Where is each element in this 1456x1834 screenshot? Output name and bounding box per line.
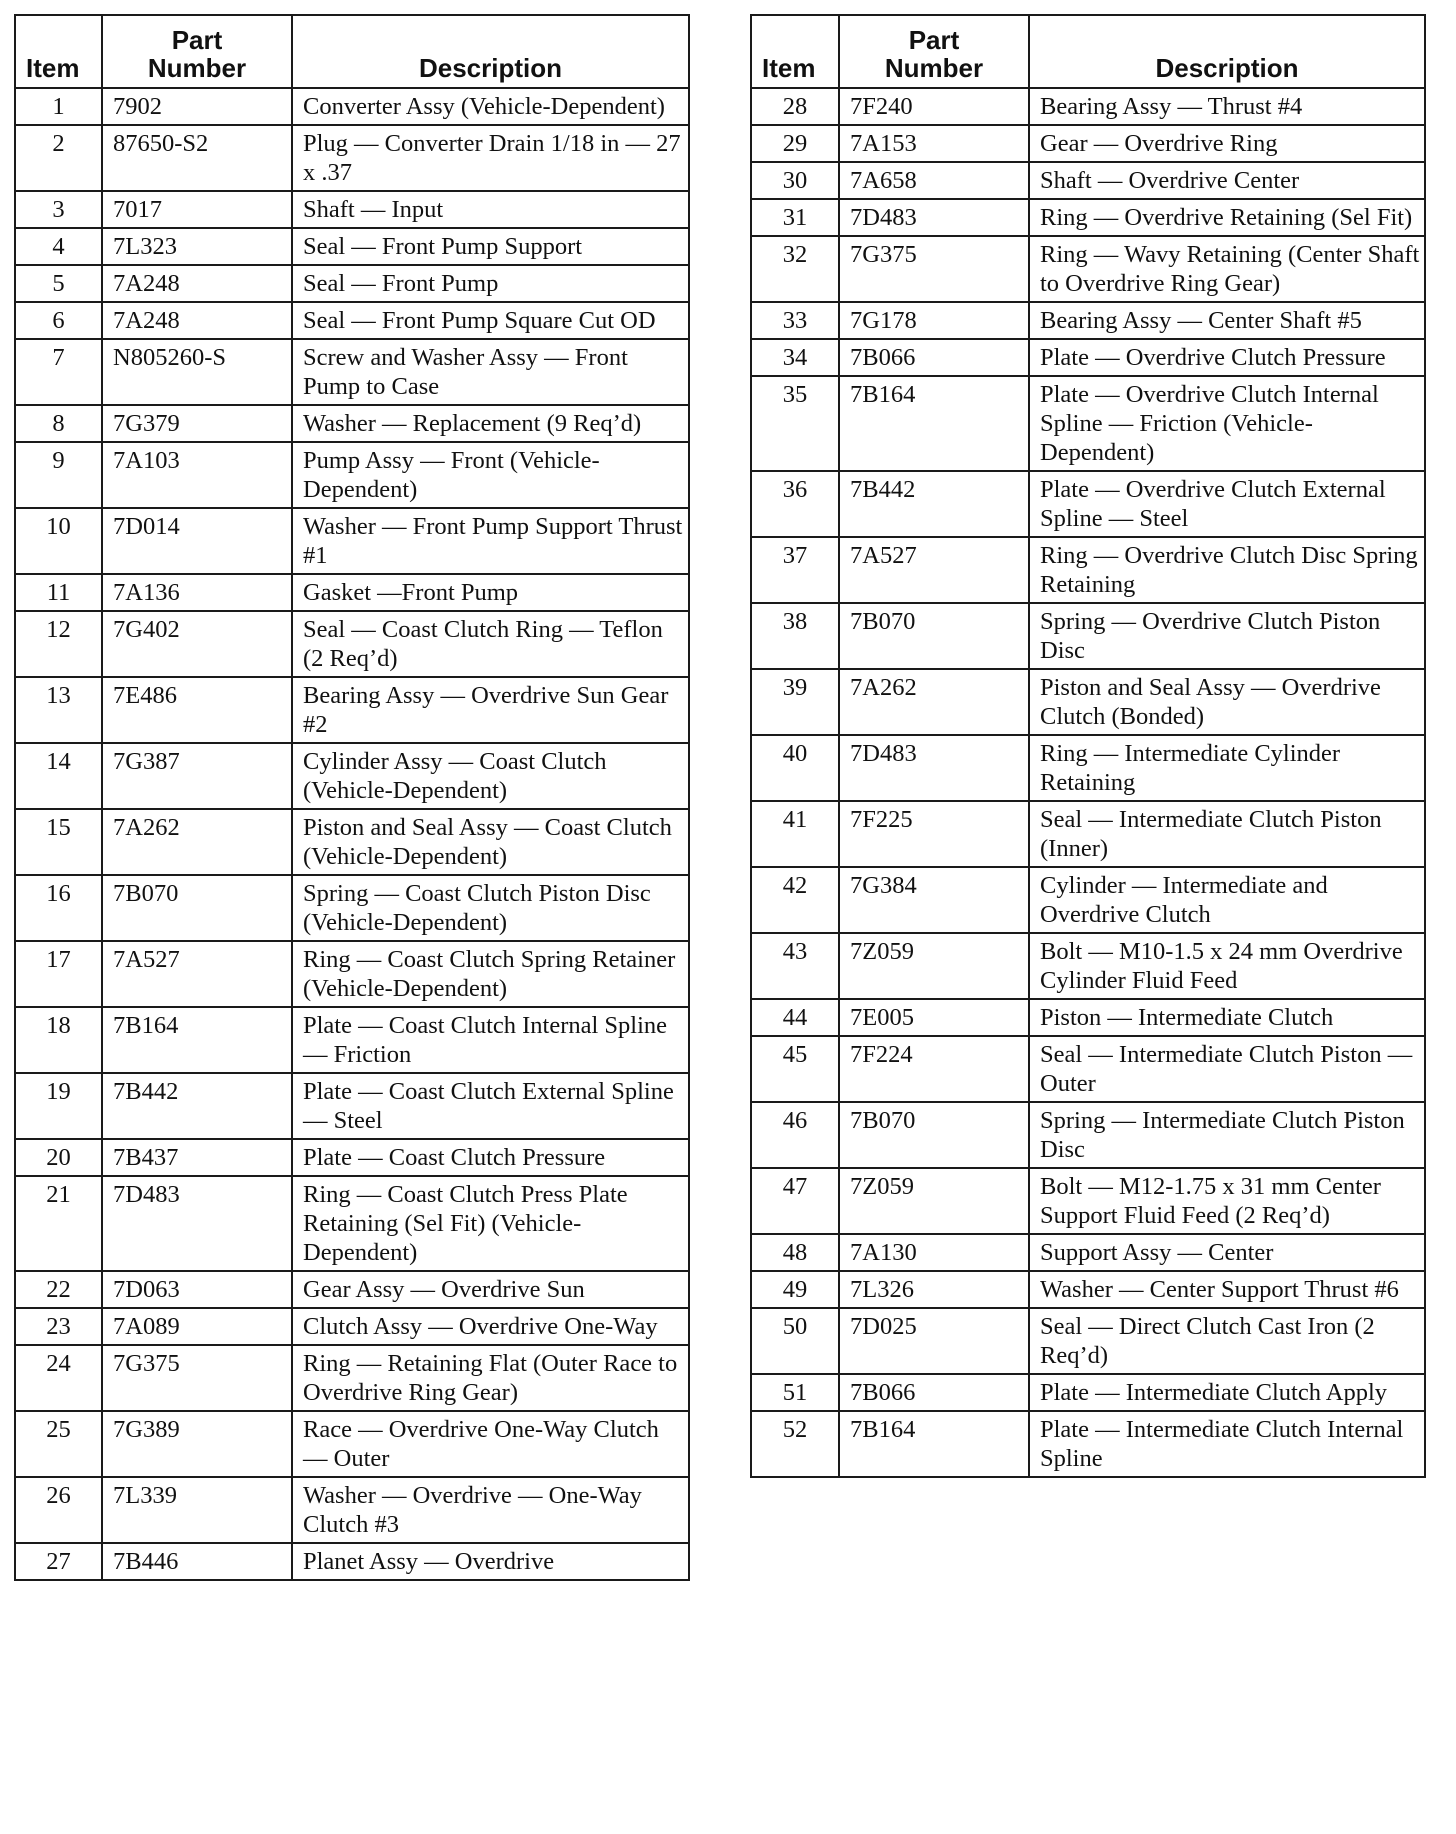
- header-item: Item: [15, 15, 102, 88]
- header-description: Description: [1029, 15, 1425, 88]
- item-number-cell: 22: [15, 1271, 102, 1308]
- description-cell: Gasket —Front Pump: [292, 574, 689, 611]
- table-row: [751, 537, 1425, 603]
- table-row: [751, 1234, 1425, 1271]
- part-number-cell: 7E486: [102, 677, 292, 743]
- table-row: [751, 669, 1425, 735]
- table-row: [751, 471, 1425, 537]
- part-number-cell: 7A262: [102, 809, 292, 875]
- part-number-cell: 7A153: [839, 125, 1029, 162]
- item-number-cell: 17: [15, 941, 102, 1007]
- item-number-cell: 27: [15, 1543, 102, 1580]
- table-row: [751, 236, 1425, 302]
- item-number-cell: 49: [751, 1271, 839, 1308]
- description-cell: Piston and Seal Assy — Coast Clutch (Vehicle-Dependent): [292, 809, 689, 875]
- item-number-cell: 46: [751, 1102, 839, 1168]
- description-cell: Plate — Intermediate Clutch Apply: [1029, 1374, 1425, 1411]
- table-row: [15, 743, 689, 809]
- table-row: [15, 611, 689, 677]
- part-number-cell: 7B446: [102, 1543, 292, 1580]
- item-number-cell: 11: [15, 574, 102, 611]
- item-number-cell: 4: [15, 228, 102, 265]
- description-cell: Gear Assy — Overdrive Sun: [292, 1271, 689, 1308]
- table-row: [15, 125, 689, 191]
- table-row: [15, 1139, 689, 1176]
- part-number-cell: 7D025: [839, 1308, 1029, 1374]
- description-cell: Pump Assy — Front (Vehicle-Dependent): [292, 442, 689, 508]
- part-number-cell: 7A527: [839, 537, 1029, 603]
- description-cell: Ring — Wavy Retaining (Center Shaft to Overdrive Ring Gear): [1029, 236, 1425, 302]
- description-cell: Plate — Overdrive Clutch External Spline — Steel: [1029, 471, 1425, 537]
- table-row: [15, 1271, 689, 1308]
- table-row: [751, 1411, 1425, 1477]
- table-row: [751, 1374, 1425, 1411]
- item-number-cell: 10: [15, 508, 102, 574]
- item-number-cell: 45: [751, 1036, 839, 1102]
- description-cell: Cylinder — Intermediate and Overdrive Clutch: [1029, 867, 1425, 933]
- table-header-row: [15, 15, 689, 88]
- description-cell: Plate — Overdrive Clutch Pressure: [1029, 339, 1425, 376]
- part-number-cell: 7Z059: [839, 1168, 1029, 1234]
- description-cell: Washer — Overdrive — One-Way Clutch #3: [292, 1477, 689, 1543]
- table-row: [15, 1345, 689, 1411]
- description-cell: Bolt — M10-1.5 x 24 mm Overdrive Cylinder Fluid Feed: [1029, 933, 1425, 999]
- item-number-cell: 6: [15, 302, 102, 339]
- header-description: Description: [292, 15, 689, 88]
- part-number-cell: 87650-S2: [102, 125, 292, 191]
- description-cell: Ring — Coast Clutch Press Plate Retaining (Sel Fit) (Vehicle-Dependent): [292, 1176, 689, 1271]
- table-row: [15, 1073, 689, 1139]
- table-row: [751, 302, 1425, 339]
- description-cell: Seal — Intermediate Clutch Piston — Outer: [1029, 1036, 1425, 1102]
- part-number-cell: 7L323: [102, 228, 292, 265]
- description-cell: Seal — Intermediate Clutch Piston (Inner): [1029, 801, 1425, 867]
- description-cell: Ring — Coast Clutch Spring Retainer (Vehicle-Dependent): [292, 941, 689, 1007]
- description-cell: Seal — Coast Clutch Ring — Teflon (2 Req’d): [292, 611, 689, 677]
- item-number-cell: 15: [15, 809, 102, 875]
- description-cell: Washer — Front Pump Support Thrust #1: [292, 508, 689, 574]
- item-number-cell: 21: [15, 1176, 102, 1271]
- part-number-cell: 7B066: [839, 1374, 1029, 1411]
- item-number-cell: 40: [751, 735, 839, 801]
- item-number-cell: 29: [751, 125, 839, 162]
- item-number-cell: 28: [751, 88, 839, 125]
- part-number-cell: 7L339: [102, 1477, 292, 1543]
- part-number-cell: 7017: [102, 191, 292, 228]
- part-number-cell: 7902: [102, 88, 292, 125]
- table-row: [15, 265, 689, 302]
- description-cell: Converter Assy (Vehicle-Dependent): [292, 88, 689, 125]
- item-number-cell: 32: [751, 236, 839, 302]
- description-cell: Planet Assy — Overdrive: [292, 1543, 689, 1580]
- header-item: Item: [751, 15, 839, 88]
- table-row: [751, 867, 1425, 933]
- table-row: [15, 809, 689, 875]
- item-number-cell: 48: [751, 1234, 839, 1271]
- part-number-cell: 7B164: [102, 1007, 292, 1073]
- description-cell: Shaft — Overdrive Center: [1029, 162, 1425, 199]
- table-row: [15, 677, 689, 743]
- table-row: [15, 405, 689, 442]
- description-cell: Bolt — M12-1.75 x 31 mm Center Support Fluid Feed (2 Req’d): [1029, 1168, 1425, 1234]
- item-number-cell: 5: [15, 265, 102, 302]
- table-row: [751, 376, 1425, 471]
- description-cell: Ring — Overdrive Retaining (Sel Fit): [1029, 199, 1425, 236]
- part-number-cell: 7E005: [839, 999, 1029, 1036]
- part-number-cell: 7G375: [102, 1345, 292, 1411]
- part-number-cell: 7B164: [839, 1411, 1029, 1477]
- table-row: [15, 574, 689, 611]
- table-row: [15, 442, 689, 508]
- table-row: [15, 228, 689, 265]
- part-number-cell: 7A248: [102, 265, 292, 302]
- description-cell: Ring — Overdrive Clutch Disc Spring Retaining: [1029, 537, 1425, 603]
- table-row: [751, 125, 1425, 162]
- header-part-line2: Number: [147, 53, 247, 83]
- table-row: [751, 801, 1425, 867]
- description-cell: Race — Overdrive One-Way Clutch — Outer: [292, 1411, 689, 1477]
- table-row: [751, 199, 1425, 236]
- item-number-cell: 23: [15, 1308, 102, 1345]
- table-row: [15, 1411, 689, 1477]
- description-cell: Seal — Front Pump Square Cut OD: [292, 302, 689, 339]
- item-number-cell: 43: [751, 933, 839, 999]
- table-row: [751, 999, 1425, 1036]
- part-number-cell: 7G375: [839, 236, 1029, 302]
- part-number-cell: 7G387: [102, 743, 292, 809]
- description-cell: Plate — Coast Clutch Internal Spline — Friction: [292, 1007, 689, 1073]
- item-number-cell: 30: [751, 162, 839, 199]
- part-number-cell: 7B070: [839, 603, 1029, 669]
- table-row: [15, 1477, 689, 1543]
- part-number-cell: 7A103: [102, 442, 292, 508]
- description-cell: Bearing Assy — Thrust #4: [1029, 88, 1425, 125]
- description-cell: Plug — Converter Drain 1/18 in — 27 x .37: [292, 125, 689, 191]
- part-number-cell: 7F224: [839, 1036, 1029, 1102]
- item-number-cell: 47: [751, 1168, 839, 1234]
- description-cell: Seal — Front Pump Support: [292, 228, 689, 265]
- item-number-cell: 9: [15, 442, 102, 508]
- parts-table-right-body: [751, 88, 1425, 1477]
- item-number-cell: 14: [15, 743, 102, 809]
- table-row: [15, 1308, 689, 1345]
- part-number-cell: 7B066: [839, 339, 1029, 376]
- item-number-cell: 41: [751, 801, 839, 867]
- item-number-cell: 42: [751, 867, 839, 933]
- description-cell: Bearing Assy — Center Shaft #5: [1029, 302, 1425, 339]
- table-row: [751, 1308, 1425, 1374]
- part-number-cell: 7G379: [102, 405, 292, 442]
- part-number-cell: 7B442: [102, 1073, 292, 1139]
- item-number-cell: 34: [751, 339, 839, 376]
- description-cell: Spring — Overdrive Clutch Piston Disc: [1029, 603, 1425, 669]
- item-number-cell: 39: [751, 669, 839, 735]
- item-number-cell: 25: [15, 1411, 102, 1477]
- description-cell: Seal — Front Pump: [292, 265, 689, 302]
- table-row: [751, 1102, 1425, 1168]
- table-row: [751, 933, 1425, 999]
- item-number-cell: 31: [751, 199, 839, 236]
- table-row: [751, 162, 1425, 199]
- description-cell: Spring — Coast Clutch Piston Disc (Vehicle-Dependent): [292, 875, 689, 941]
- description-cell: Plate — Overdrive Clutch Internal Spline — Friction (Vehicle-Dependent): [1029, 376, 1425, 471]
- header-part-line1: Part: [908, 25, 960, 55]
- part-number-cell: 7B164: [839, 376, 1029, 471]
- table-row: [15, 339, 689, 405]
- part-number-cell: 7G384: [839, 867, 1029, 933]
- description-cell: Bearing Assy — Overdrive Sun Gear #2: [292, 677, 689, 743]
- part-number-cell: 7Z059: [839, 933, 1029, 999]
- part-number-cell: 7A136: [102, 574, 292, 611]
- part-number-cell: 7B442: [839, 471, 1029, 537]
- item-number-cell: 12: [15, 611, 102, 677]
- part-number-cell: 7D014: [102, 508, 292, 574]
- item-number-cell: 51: [751, 1374, 839, 1411]
- item-number-cell: 7: [15, 339, 102, 405]
- table-row: [751, 1168, 1425, 1234]
- part-number-cell: 7F240: [839, 88, 1029, 125]
- parts-table-left-body: [15, 88, 689, 1580]
- table-row: [751, 735, 1425, 801]
- table-row: [15, 875, 689, 941]
- item-number-cell: 37: [751, 537, 839, 603]
- part-number-cell: 7D483: [839, 199, 1029, 236]
- table-row: [751, 339, 1425, 376]
- part-number-cell: 7D483: [102, 1176, 292, 1271]
- item-number-cell: 2: [15, 125, 102, 191]
- table-row: [15, 1543, 689, 1580]
- item-number-cell: 26: [15, 1477, 102, 1543]
- item-number-cell: 18: [15, 1007, 102, 1073]
- table-row: [15, 1007, 689, 1073]
- item-number-cell: 20: [15, 1139, 102, 1176]
- part-number-cell: 7G178: [839, 302, 1029, 339]
- header-part-line2: Number: [884, 53, 984, 83]
- table-row: [751, 1036, 1425, 1102]
- item-number-cell: 19: [15, 1073, 102, 1139]
- part-number-cell: 7G389: [102, 1411, 292, 1477]
- item-number-cell: 16: [15, 875, 102, 941]
- description-cell: Shaft — Input: [292, 191, 689, 228]
- part-number-cell: 7A248: [102, 302, 292, 339]
- table-row: [15, 302, 689, 339]
- description-cell: Cylinder Assy — Coast Clutch (Vehicle-Dependent): [292, 743, 689, 809]
- description-cell: Ring — Retaining Flat (Outer Race to Overdrive Ring Gear): [292, 1345, 689, 1411]
- header-part-line1: Part: [171, 25, 223, 55]
- item-number-cell: 50: [751, 1308, 839, 1374]
- part-number-cell: 7B070: [102, 875, 292, 941]
- header-part-number: [839, 15, 1029, 88]
- part-number-cell: 7G402: [102, 611, 292, 677]
- item-number-cell: 24: [15, 1345, 102, 1411]
- part-number-cell: 7A658: [839, 162, 1029, 199]
- description-cell: Piston and Seal Assy — Overdrive Clutch (Bonded): [1029, 669, 1425, 735]
- part-number-cell: 7A262: [839, 669, 1029, 735]
- part-number-cell: 7D063: [102, 1271, 292, 1308]
- description-cell: Screw and Washer Assy — Front Pump to Case: [292, 339, 689, 405]
- description-cell: Plate — Coast Clutch Pressure: [292, 1139, 689, 1176]
- part-number-cell: 7A527: [102, 941, 292, 1007]
- part-number-cell: 7D483: [839, 735, 1029, 801]
- description-cell: Gear — Overdrive Ring: [1029, 125, 1425, 162]
- description-cell: Plate — Coast Clutch External Spline — Steel: [292, 1073, 689, 1139]
- table-row: [751, 603, 1425, 669]
- part-number-cell: 7L326: [839, 1271, 1029, 1308]
- header-part-number: [102, 15, 292, 88]
- item-number-cell: 13: [15, 677, 102, 743]
- parts-table-right: [750, 14, 1426, 1478]
- item-number-cell: 1: [15, 88, 102, 125]
- part-number-cell: 7A130: [839, 1234, 1029, 1271]
- table-row: [15, 508, 689, 574]
- part-number-cell: 7A089: [102, 1308, 292, 1345]
- item-number-cell: 35: [751, 376, 839, 471]
- table-row: [15, 941, 689, 1007]
- description-cell: Washer — Replacement (9 Req’d): [292, 405, 689, 442]
- item-number-cell: 44: [751, 999, 839, 1036]
- table-row: [15, 88, 689, 125]
- item-number-cell: 38: [751, 603, 839, 669]
- part-number-cell: 7B437: [102, 1139, 292, 1176]
- part-number-cell: 7B070: [839, 1102, 1029, 1168]
- description-cell: Support Assy — Center: [1029, 1234, 1425, 1271]
- description-cell: Ring — Intermediate Cylinder Retaining: [1029, 735, 1425, 801]
- description-cell: Clutch Assy — Overdrive One-Way: [292, 1308, 689, 1345]
- description-cell: Washer — Center Support Thrust #6: [1029, 1271, 1425, 1308]
- description-cell: Piston — Intermediate Clutch: [1029, 999, 1425, 1036]
- item-number-cell: 8: [15, 405, 102, 442]
- table-row: [15, 191, 689, 228]
- table-row: [751, 1271, 1425, 1308]
- table-header-row: [751, 15, 1425, 88]
- description-cell: Seal — Direct Clutch Cast Iron (2 Req’d): [1029, 1308, 1425, 1374]
- description-cell: Plate — Intermediate Clutch Internal Spline: [1029, 1411, 1425, 1477]
- table-row: [751, 88, 1425, 125]
- item-number-cell: 33: [751, 302, 839, 339]
- item-number-cell: 36: [751, 471, 839, 537]
- item-number-cell: 52: [751, 1411, 839, 1477]
- description-cell: Spring — Intermediate Clutch Piston Disc: [1029, 1102, 1425, 1168]
- part-number-cell: N805260-S: [102, 339, 292, 405]
- item-number-cell: 3: [15, 191, 102, 228]
- parts-table-left: [14, 14, 690, 1581]
- table-row: [15, 1176, 689, 1271]
- part-number-cell: 7F225: [839, 801, 1029, 867]
